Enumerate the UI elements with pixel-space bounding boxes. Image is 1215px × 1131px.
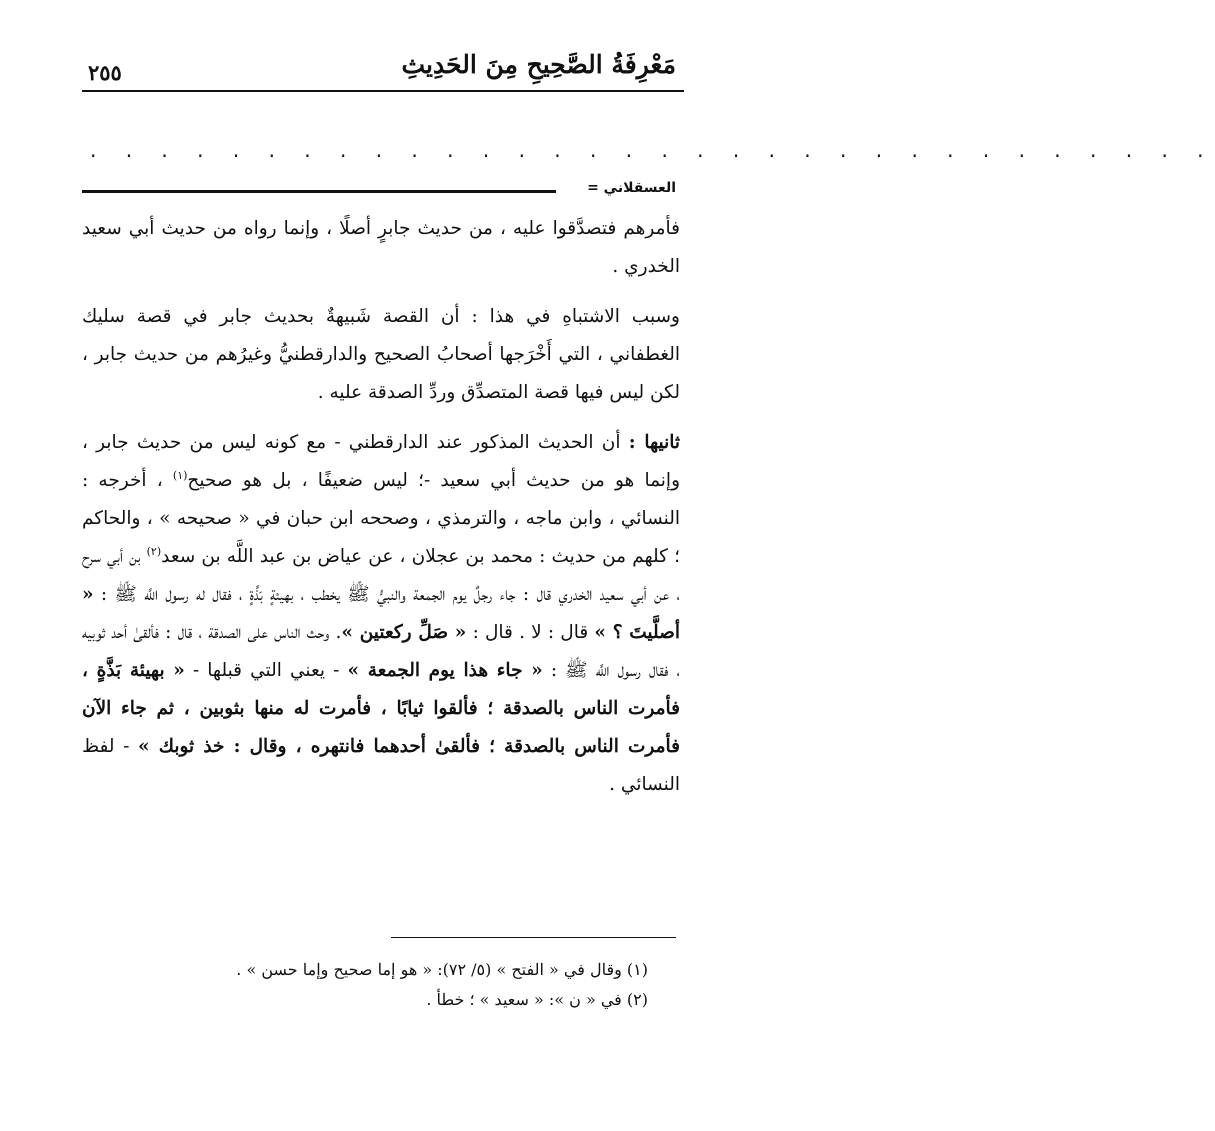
dotted-ornament: . . . . . . . . . . . . . . . . . . . . . . . . . . . . . . . . [90,138,1215,162]
paragraph-1: فأمرهم فتصدَّقوا عليه ، من حديث جابرٍ أصلًا ، وإنما رواه من حديث أبي سعيد الخدري . [82,218,680,277]
running-title: مَعْرِفَةُ الصَّحِيحِ مِنَ الحَدِيثِ [401,50,676,79]
paragraph-lead: ثانيها : [628,432,681,453]
hadith-quote: « أصلَّيتَ ؟ » [82,584,680,643]
paragraph-3 [82,424,680,804]
footnote-1: (١) وقال في « الفتح » (٥/ ٧٢): « هو إما صحيح وإما حسن » . [236,960,648,979]
page-number: ٢٥٥ [88,60,122,85]
text-run: أن الحديث المذكور عند الدارقطني - مع كونه ليس من حديث جابر ، وإنما هو من حديث أبي سعيد -؛ ليس ضعيفًا ، بل هو صحيح [82,432,681,491]
hadith-quote: « صَلِّ ركعتين » [341,622,467,643]
text-run: - لفظ النسائي . [82,736,680,795]
paragraph-2: وسبب الاشتباهِ في هذا : أن القصة شَبيهةٌ بحديث جابر في قصة سليك الغطفاني ، التي أَخْرَجها أصحابُ الصحيح والدارقطنيُّ وغيرُهم من حديث جابر ، لكن ليس فيها قصة المتصدِّق وردِّ الصدقة عليه . [82,306,680,403]
commentator-label: العسقلاني = [587,180,676,196]
footnote-2: (٢) في « ن »: « سعيد » ؛ خطأ . [426,990,648,1009]
footnotes [90,955,648,1015]
footnote-rule [391,937,676,938]
footnote-ref-2: (٢) [146,544,162,558]
commentator-rule [82,190,556,193]
text-run: بن أبي سرح ، عن أبي سعيد الخدري قال : جاء رجلٌ يوم الجمعة والنبيُّ ﷺ يخطب ، بهيئةٍ بَذَّةٍ ، فقال له رسول اللَّه ﷺ : [82,546,681,605]
header-rule [82,90,684,92]
hadith-quote: « بهيئة بَذَّةٍ ، فأمرت الناس بالصدقة ؛ فألقوا ثيابًا ، فأمرت له منها بثوبين ، ثم جاء الآن فأمرت الناس بالصدقة ؛ فألقىٰ أحدهما فانتهره ، وقال : خذ ثوبك » [82,660,681,757]
main-text [82,210,680,804]
footnote-ref-1: (١) [172,468,188,482]
hadith-quote: « جاء هذا يوم الجمعة » [347,660,543,681]
text-run: ، أخرجه : النسائي ، وابن ماجه ، والترمذي ، وصححه ابن حبان في « صحيحه » ، والحاكم ؛ كلهم من حديث : محمد بن عجلان ، عن عياض بن عبد اللَّه بن سعد [82,470,680,567]
text-run: . وحث الناس على الصدقة ، قال : فألقىٰ أحد ثوبيه ، فقال رسول اللَّه ﷺ : [82,622,681,681]
text-run: - يعني التي قبلها - [192,660,340,681]
text-run: قال : لا . قال : [472,622,589,643]
